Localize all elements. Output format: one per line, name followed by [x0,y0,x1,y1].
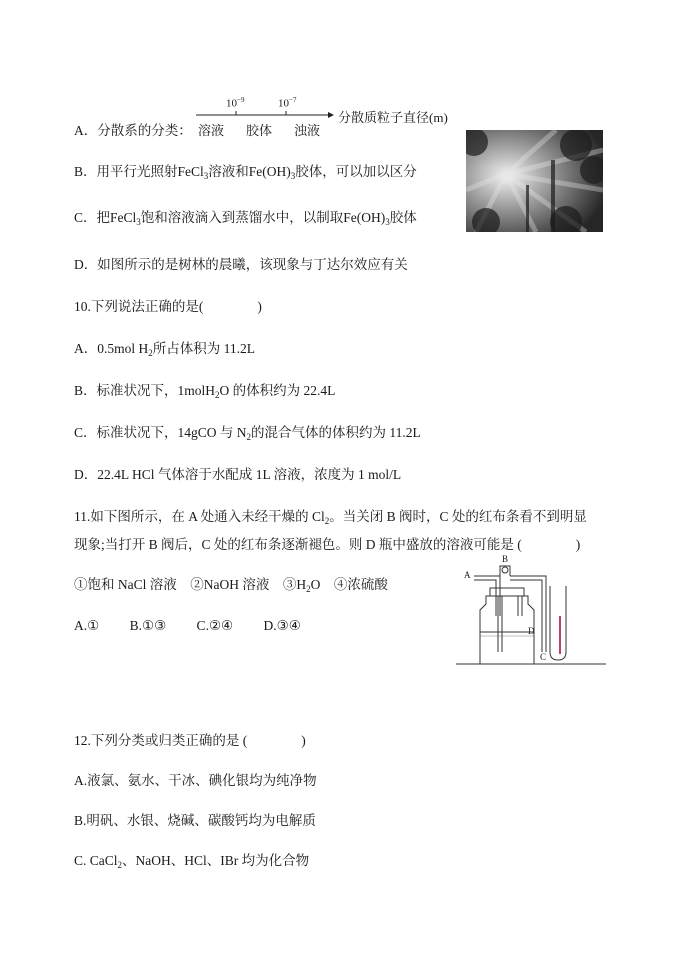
q11-options: A.① B.①③ C.②④ D.③④ [74,618,301,633]
q10-option-a: A．0.5mol $H_2$所占体积为 11.2L [74,341,255,358]
scale-seg-colloid: 胶体 [246,123,273,138]
q10-option-c: C．标准状况下，14gCO 与 $N_2$的混合气体的体积约为 11.2L [74,425,421,442]
apparatus-label-a: A [464,570,471,580]
q11-stem-line2: 现象;当打开 B 阀后，C 处的红布条逐渐褪色。则 D 瓶中盛放的溶液可能是 ( ) [74,537,581,552]
scale-axis-label: 分散质粒子直径(m) [338,110,448,125]
q9-option-c: C．把FeCl$_3$饱和溶液滴入到蒸馏水中，以制取$Fe(OH)_3$胶体 [74,210,417,227]
q9-option-a-prefix: A．分散系的分类： [74,123,192,138]
gas-bottle-apparatus-diagram [456,556,606,668]
dispersion-scale-diagram [194,96,464,136]
q9-option-b: B．用平行光照射FeCl$_3$溶液和$Fe(OH)_3$胶体，可以加以区分 [74,164,417,181]
scale-axis-arrow [328,112,334,118]
q12-option-c: C. CaCl$_2$、NaOH、HCl、IBr 均为化合物 [74,853,310,870]
q11-stem-line1: 11.如下图所示，在 A 处通入未经干燥的 $Cl_2$。当关闭 B 阀时，C 处的红布条看不到明显 [74,509,587,526]
q9-option-a [74,122,192,140]
apparatus-label-b: B [502,554,509,564]
scale-label-1e-9: $10^{-9}$ [226,96,245,110]
q12-option-a: A.液氯、氨水、干冰、碘化银均为纯净物 [74,773,317,788]
scale-seg-solution: 溶液 [198,123,225,138]
apparatus-label-c: C [540,652,547,662]
q12-stem: 12.下列分类或归类正确的是 ( ) [74,733,306,748]
q10-option-d: D．22.4L HCl 气体溶于水配成 1L 溶液，浓度为 1 mol/L [74,467,402,482]
q10-option-b: B．标准状况下，1molH$_2$O 的体积约为 22.4L [74,383,336,400]
q12-option-b: B.明矾、水银、烧碱、碳酸钙均为电解质 [74,813,316,828]
scale-label-1e-7: $10^{-7}$ [278,96,297,110]
q10-stem: 10.下列说法正确的是( ) [74,299,262,314]
forest-morning-light-photo [466,130,603,232]
q11-choices: ①饱和 NaCl 溶液 ②NaOH 溶液 $③H_2O$ ④浓硫酸 [74,577,388,594]
q9-option-d: D．如图所示的是树林的晨曦，该现象与丁达尔效应有关 [74,257,408,272]
scale-seg-suspension: 浊液 [294,123,321,138]
apparatus-label-d: D [528,626,535,636]
